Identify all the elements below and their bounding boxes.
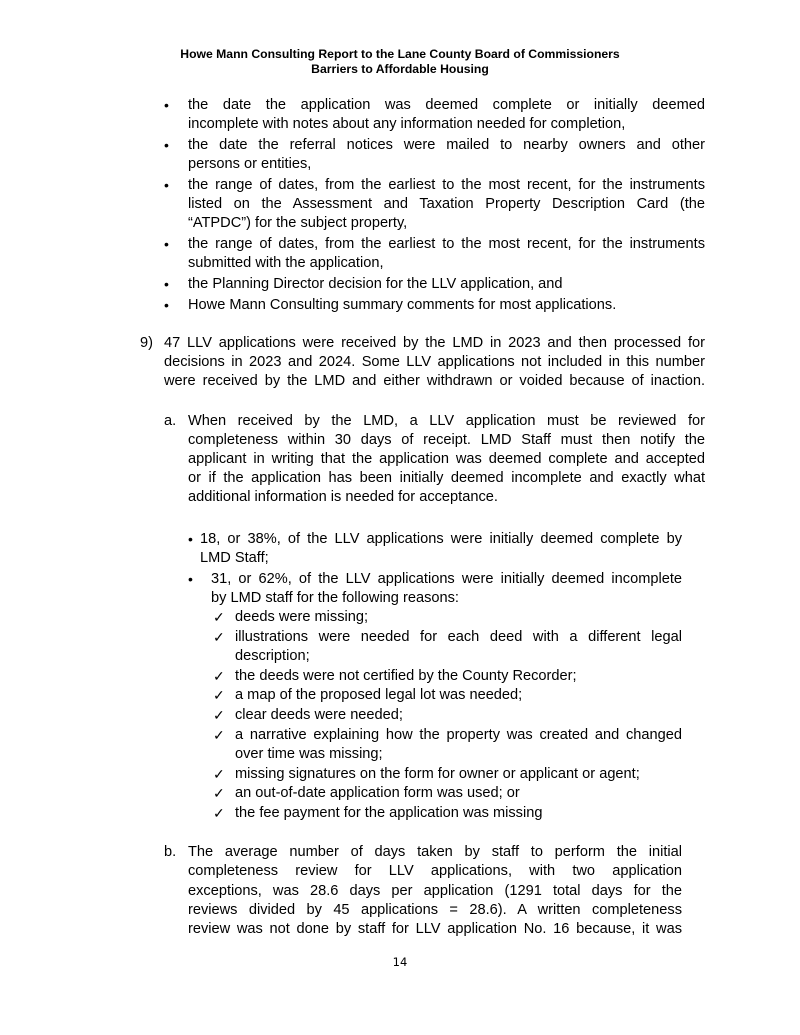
checkmark-icon: ✓ bbox=[213, 629, 225, 645]
checklist-item: a narrative explaining how the property was created and changed bbox=[235, 727, 682, 743]
paragraph-line: reviews divided by 45 applications = 28.6). A written completeness bbox=[188, 902, 682, 918]
bullet-line: the date the application was deemed complete or initially deemed bbox=[188, 97, 705, 113]
bullet-line: submitted with the application, bbox=[188, 255, 384, 271]
paragraph-line: review was not done by staff for LLV application No. 16 because, it was bbox=[188, 921, 682, 937]
paragraph-line: When received by the LMD, a LLV application must be reviewed for bbox=[188, 413, 705, 429]
checklist-item: clear deeds were needed; bbox=[235, 707, 403, 723]
bullet-icon: • bbox=[188, 531, 193, 547]
bullet-icon: • bbox=[164, 177, 169, 193]
checkmark-icon: ✓ bbox=[213, 609, 225, 625]
bullet-line: the range of dates, from the earliest to the most recent, for the instruments bbox=[188, 177, 705, 193]
sub-bullet-line: 18, or 38%, of the LLV applications were initially deemed complete by bbox=[200, 531, 682, 547]
checklist-item: over time was missing; bbox=[235, 746, 383, 762]
bullet-icon: • bbox=[164, 97, 169, 113]
bullet-icon: • bbox=[188, 571, 193, 587]
checklist-item: description; bbox=[235, 648, 310, 664]
paragraph-line: decisions in 2023 and 2024. Some LLV applications not included in this number bbox=[164, 354, 705, 370]
paragraph-line: were received by the LMD and either withdrawn or voided because of inaction. bbox=[164, 373, 705, 389]
paragraph-line: completeness review for LLV applications, with two application bbox=[188, 863, 682, 879]
header-line-2: Barriers to Affordable Housing bbox=[311, 62, 489, 76]
item-letter: a. bbox=[164, 413, 177, 429]
bullet-line: Howe Mann Consulting summary comments for most applications. bbox=[188, 297, 617, 313]
page-number: 14 bbox=[392, 955, 408, 969]
sub-bullet-line: 31, or 62%, of the LLV applications were initially deemed incomplete bbox=[211, 571, 682, 587]
paragraph-line: completeness within 30 days of receipt. LMD Staff must then notify the bbox=[188, 432, 705, 448]
checkmark-icon: ✓ bbox=[213, 707, 225, 723]
checklist-item: an out-of-date application form was used; or bbox=[235, 785, 520, 801]
checklist-item: missing signatures on the form for owner or applicant or agent; bbox=[235, 766, 640, 782]
checklist-item: the fee payment for the application was missing bbox=[235, 805, 543, 821]
bullet-line: the range of dates, from the earliest to the most recent, for the instruments bbox=[188, 236, 705, 252]
bullet-line: “ATPDC”) for the subject property, bbox=[188, 215, 408, 231]
checklist-item: illustrations were needed for each deed with a different legal bbox=[235, 629, 682, 645]
bullet-line: persons or entities, bbox=[188, 156, 312, 172]
item-letter: b. bbox=[164, 844, 177, 860]
paragraph-line: additional information is needed for acceptance. bbox=[188, 489, 498, 505]
bullet-line: the Planning Director decision for the LLV application, and bbox=[188, 276, 563, 292]
checkmark-icon: ✓ bbox=[213, 668, 225, 684]
checklist-item: deeds were missing; bbox=[235, 609, 369, 625]
checkmark-icon: ✓ bbox=[213, 727, 225, 743]
checkmark-icon: ✓ bbox=[213, 785, 225, 801]
bullet-icon: • bbox=[164, 276, 169, 292]
paragraph-line: 47 LLV applications were received by the LMD in 2023 and then processed for bbox=[164, 335, 705, 351]
paragraph-line: applicant in writing that the application was deemed complete and accepted bbox=[188, 451, 705, 467]
bullet-icon: • bbox=[164, 297, 169, 313]
checklist-item: the deeds were not certified by the County Recorder; bbox=[235, 668, 577, 684]
checkmark-icon: ✓ bbox=[213, 805, 225, 821]
checklist-item: a map of the proposed legal lot was needed; bbox=[235, 687, 523, 703]
sub-bullet-line: by LMD staff for the following reasons: bbox=[211, 590, 459, 606]
bullet-icon: • bbox=[164, 137, 169, 153]
header-line-1: Howe Mann Consulting Report to the Lane County Board of Commissioners bbox=[180, 47, 620, 61]
paragraph-line: or if the application has been initially deemed incomplete and exactly what bbox=[188, 470, 705, 486]
bullet-icon: • bbox=[164, 236, 169, 252]
paragraph-line: The average number of days taken by staff to perform the initial bbox=[188, 844, 682, 860]
checkmark-icon: ✓ bbox=[213, 766, 225, 782]
bullet-line: the date the referral notices were mailed to nearby owners and other bbox=[188, 137, 705, 153]
bullet-line: listed on the Assessment and Taxation Property Description Card (the bbox=[188, 196, 705, 212]
paragraph-line: exceptions, was 28.6 days per application (1291 total days for the bbox=[188, 883, 682, 899]
checkmark-icon: ✓ bbox=[213, 687, 225, 703]
sub-bullet-line: LMD Staff; bbox=[200, 550, 269, 566]
bullet-line: incomplete with notes about any information needed for completion, bbox=[188, 116, 626, 132]
item-number: 9) bbox=[140, 335, 153, 351]
